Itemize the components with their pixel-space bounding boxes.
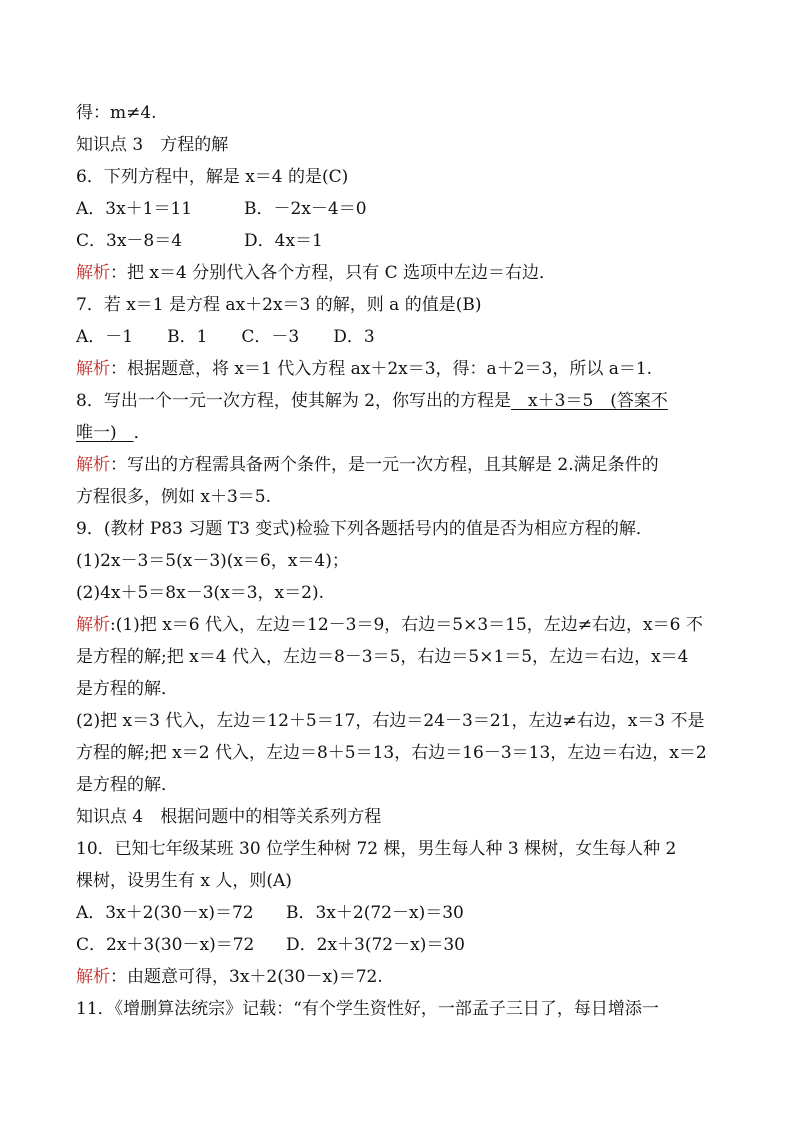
option-c: C．3x－8＝4 — [76, 231, 183, 251]
sub-question: (2)4x＋5＝8x－3(x＝3，x＝2). — [76, 583, 324, 603]
analysis-line — [76, 965, 726, 989]
analysis-line — [76, 357, 726, 381]
option-c: C．2x＋3(30－x)＝72 — [76, 935, 255, 955]
options-row — [76, 901, 726, 925]
question-10: 10．已知七年级某班 30 位学生种树 72 棵，男生每人种 3 棵树，女生每人种 2 — [76, 839, 677, 859]
question-9: 9．(教材 P83 习题 T3 变式)检验下列各题括号内的值是否为相应方程的解． — [76, 519, 653, 539]
option-b: B．－2x－4＝0 — [244, 199, 367, 219]
analysis-label: 解析 — [76, 615, 110, 635]
analysis-label: 解析 — [76, 359, 110, 379]
text-line: 得：m≠4. — [76, 103, 157, 123]
analysis-label: 解析 — [76, 263, 110, 283]
section-heading: 知识点 3 方程的解 — [76, 135, 229, 155]
analysis-text: ：把 x＝4 分别代入各个方程，只有 C 选项中左边＝右边． — [110, 263, 557, 283]
option-a: A．3x＋2(30－x)＝72 — [76, 903, 254, 923]
answer-blank: 唯一) — [76, 423, 134, 443]
sub-question: (1)2x－3＝5(x－3)(x＝6，x＝4)； — [76, 551, 349, 571]
analysis-line — [76, 261, 726, 285]
section-heading: 知识点 4 根据问题中的相等关系列方程 — [76, 807, 382, 827]
option-d: D．2x＋3(72－x)＝30 — [286, 935, 465, 955]
question-text: 8．写出一个一元一次方程，使其解为 2，你写出的方程是 — [76, 391, 512, 411]
option-a: A．3x＋1＝11 — [76, 199, 193, 219]
question-11: 11．《增删算法统宗》记载：“有个学生资性好，一部孟子三日了，每日增添一 — [76, 999, 659, 1019]
option-d: D．4x＝1 — [244, 231, 323, 251]
text-line: 方程很多，例如 x＋3＝5. — [76, 487, 272, 507]
options-row — [76, 229, 726, 253]
question-6: 6．下列方程中，解是 x＝4 的是(C) — [76, 167, 349, 187]
analysis-line — [76, 613, 726, 637]
options-row — [76, 933, 726, 957]
analysis-label: 解析 — [76, 455, 110, 475]
text-line: 方程的解;把 x＝2 代入，左边＝8＋5＝13，右边＝16－3＝13，左边＝右边，x＝2 — [76, 743, 707, 763]
question-10-cont: 棵树，设男生有 x 人，则(A) — [76, 871, 292, 891]
analysis-line — [76, 453, 726, 477]
analysis-label: 解析 — [76, 967, 110, 987]
text-line: 是方程的解． — [76, 775, 178, 795]
analysis-text: ：由题意可得，3x＋2(30－x)＝72. — [110, 967, 383, 987]
text-line: (2)把 x＝3 代入，左边＝12＋5＝17，右边＝24－3＝21，左边≠右边，x＝3 不是 — [76, 711, 705, 731]
text-line: 是方程的解;把 x＝4 代入，左边＝8－3＝5，右边＝5×1＝5，左边＝右边，x＝4 — [76, 647, 689, 667]
question-8-cont — [76, 421, 726, 445]
question-8 — [76, 389, 726, 413]
options-row — [76, 197, 726, 221]
text-line: 是方程的解． — [76, 679, 178, 699]
analysis-text: ：根据题意，将 x＝1 代入方程 ax＋2x＝3，得：a＋2＝3，所以 a＝1. — [110, 359, 653, 379]
question-7: 7．若 x＝1 是方程 ax＋2x＝3 的解，则 a 的值是(B) — [76, 295, 482, 315]
answer-blank: x＋3＝5 (答案不 — [511, 391, 668, 411]
options-row: A．－1 B．1 C．－3 D．3 — [76, 327, 375, 347]
analysis-text: ：写出的方程需具备两个条件，是一元一次方程，且其解是 2.满足条件的 — [110, 455, 659, 475]
option-b: B．3x＋2(72－x)＝30 — [286, 903, 464, 923]
question-text: ． — [133, 423, 151, 443]
analysis-text: :(1)把 x＝6 代入，左边＝12－3＝9，右边＝5×3＝15，左边≠右边，x＝6 不 — [110, 615, 703, 635]
